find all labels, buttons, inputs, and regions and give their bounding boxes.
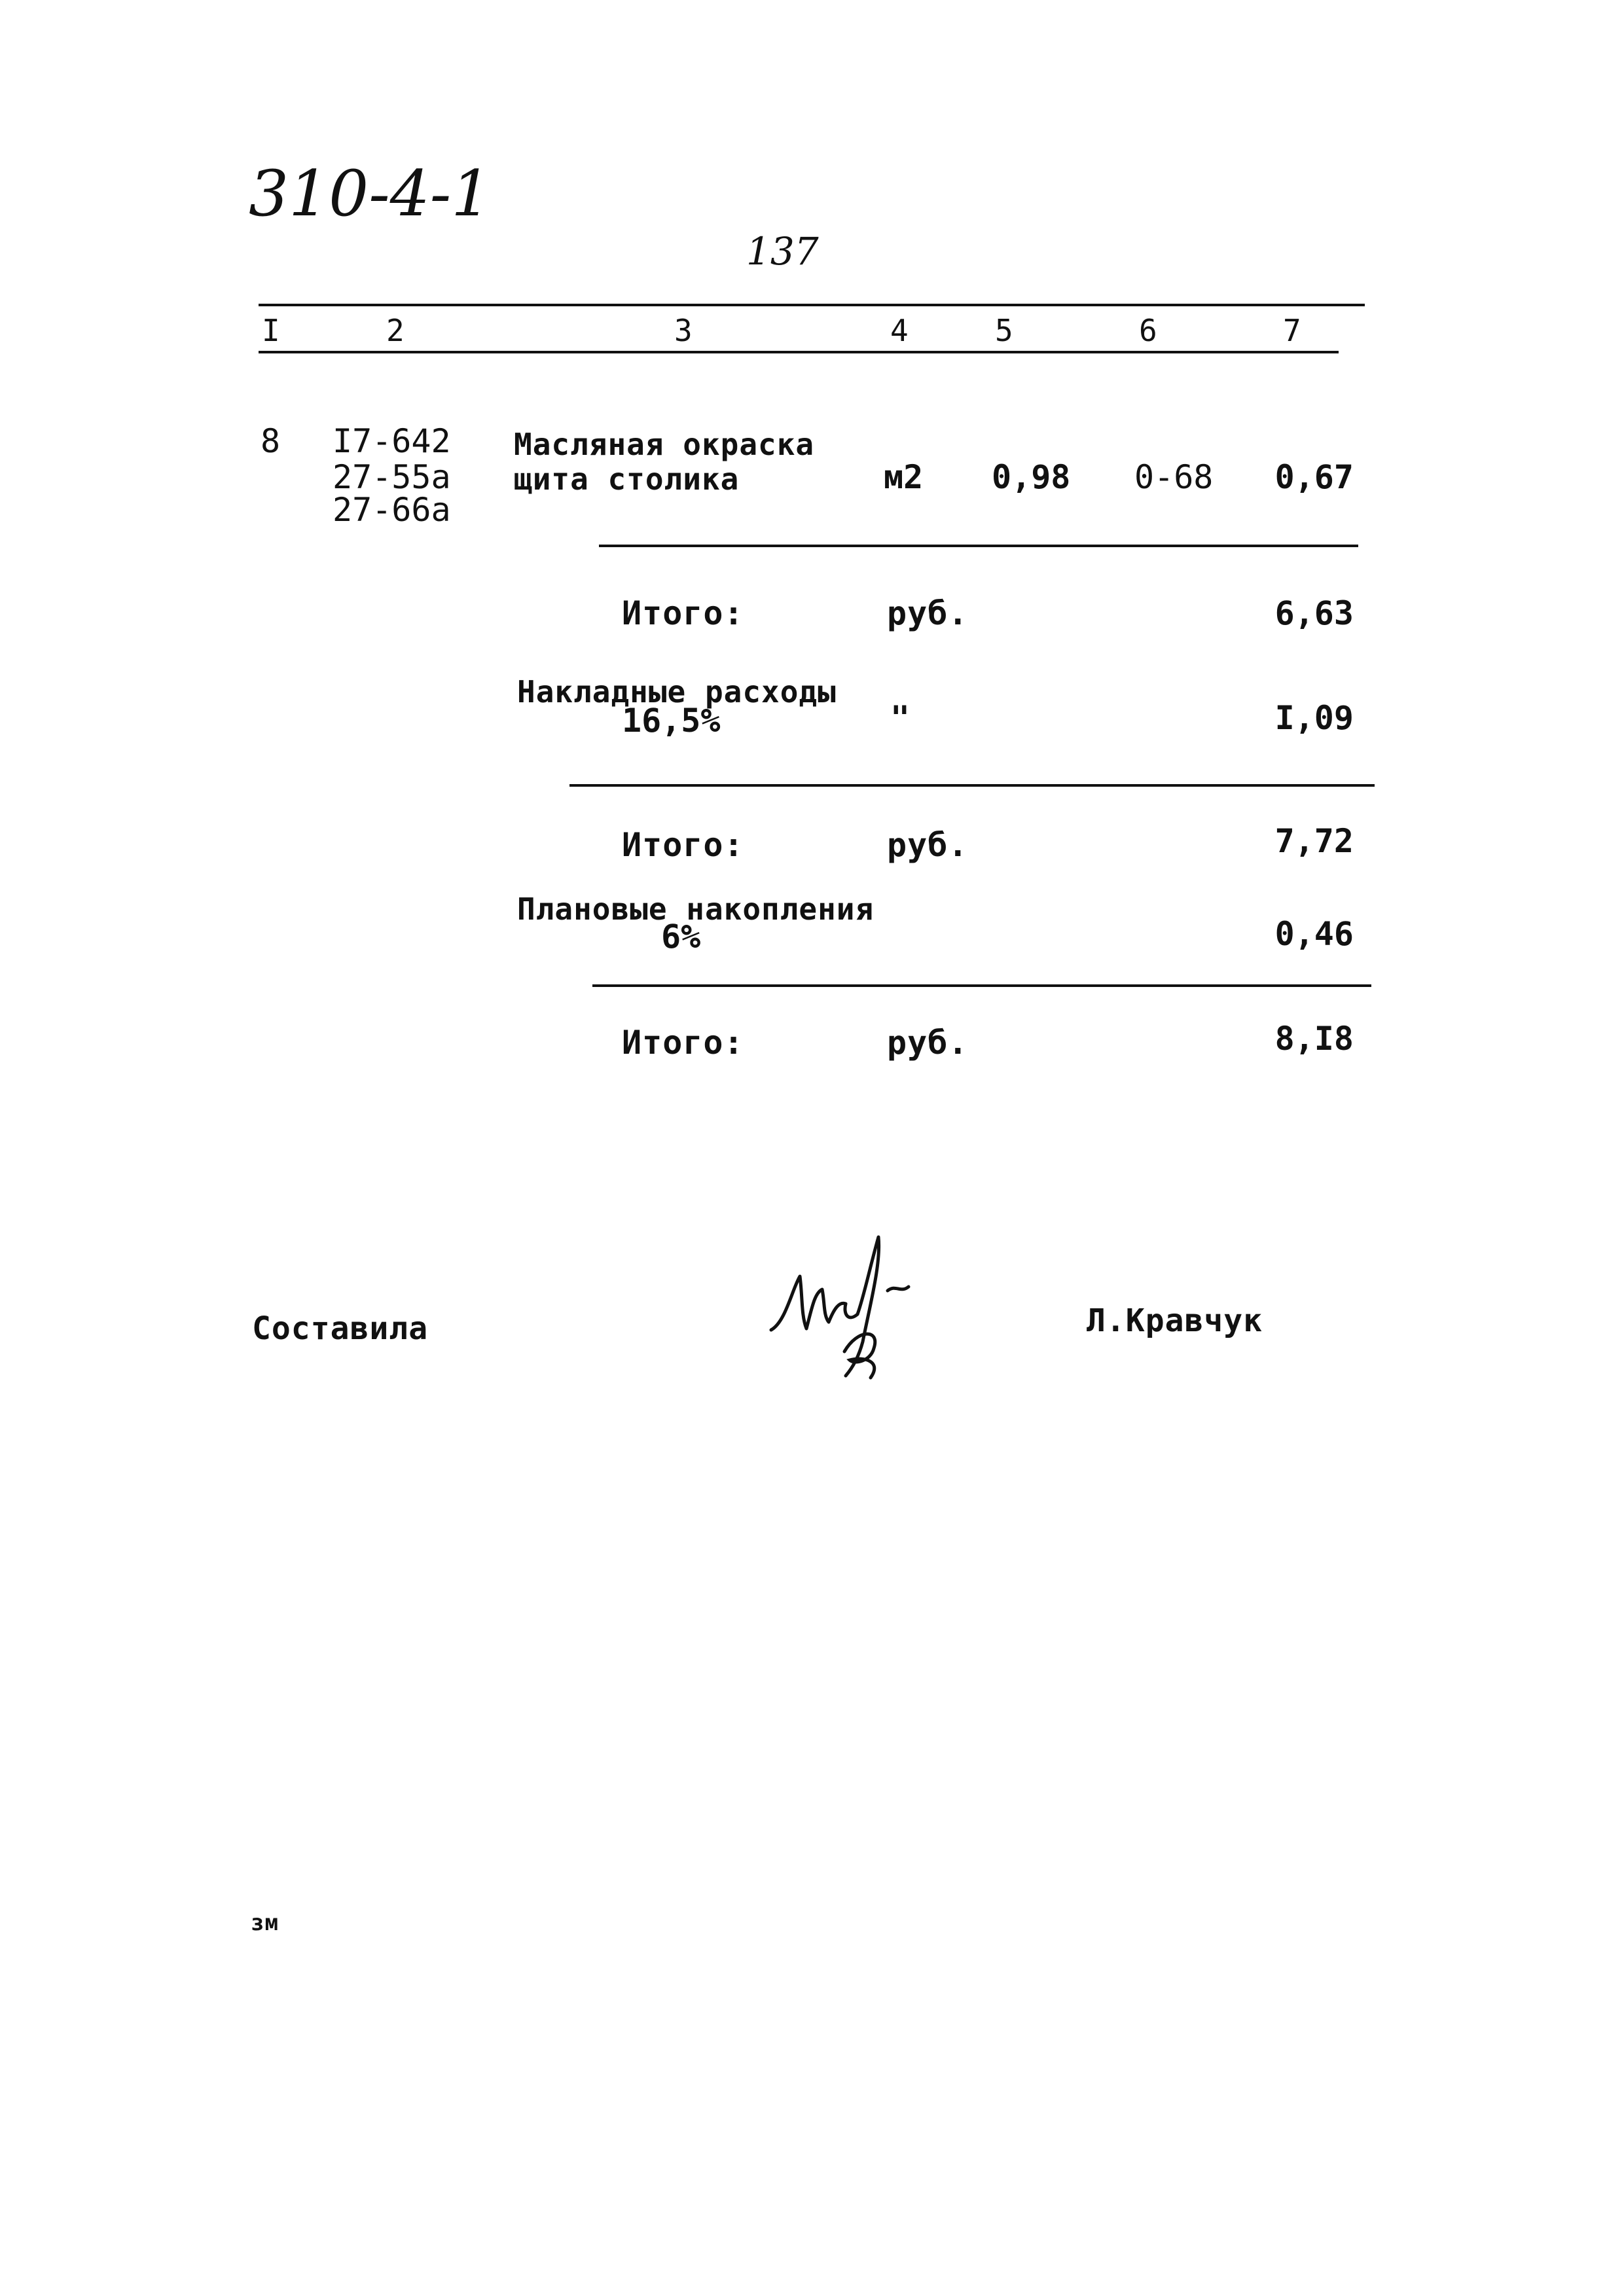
- document-code: 310-4-1: [249, 157, 492, 230]
- subtotal-2-value: 7,72: [1274, 822, 1354, 860]
- signature-icon: [766, 1230, 936, 1388]
- subtotal-1-value: 6,63: [1274, 594, 1354, 632]
- signer-name: Л.Кравчук: [1087, 1302, 1263, 1339]
- compiled-by-label: Составила: [252, 1310, 429, 1347]
- page-number: 137: [746, 229, 819, 274]
- item-unit-price: 0-68: [1134, 458, 1214, 496]
- item-description-line2: щита столика: [514, 461, 740, 497]
- subtotal-1-label: Итого:: [622, 594, 744, 632]
- item-number: 8: [261, 422, 281, 460]
- header-top-rule: [259, 304, 1365, 306]
- overhead-percent: 16,5%: [622, 702, 721, 740]
- subtotal-2-label: Итого:: [622, 826, 744, 864]
- col-header-7: 7: [1283, 313, 1301, 348]
- rule-1: [599, 545, 1358, 547]
- item-code-2: 27-55a: [333, 458, 451, 496]
- col-header-6: 6: [1139, 313, 1157, 348]
- col-header-3: 3: [674, 313, 693, 348]
- item-description-line1: Масляная окраска: [514, 427, 815, 462]
- planned-savings-percent: 6%: [661, 918, 701, 956]
- overhead-unit: ": [890, 699, 911, 737]
- rule-2: [569, 784, 1375, 787]
- grand-total-value: 8,I8: [1274, 1020, 1354, 1058]
- col-header-5: 5: [995, 313, 1013, 348]
- overhead-value: I,09: [1274, 699, 1354, 737]
- grand-total-unit: руб.: [887, 1024, 969, 1062]
- col-header-4: 4: [890, 313, 909, 348]
- corner-mark: зм: [251, 1910, 279, 1936]
- subtotal-2-unit: руб.: [887, 826, 969, 864]
- item-code-1: I7-642: [333, 422, 451, 460]
- overhead-label: Накладные расходы: [517, 674, 837, 709]
- header-bottom-rule: [259, 351, 1339, 353]
- item-quantity: 0,98: [992, 458, 1071, 496]
- rule-3: [592, 984, 1371, 987]
- item-unit: м2: [884, 458, 924, 496]
- grand-total-label: Итого:: [622, 1024, 744, 1062]
- item-total: 0,67: [1274, 458, 1354, 496]
- col-header-1: I: [262, 313, 280, 348]
- subtotal-1-unit: руб.: [887, 594, 969, 632]
- planned-savings-label: Плановые накопления: [517, 891, 875, 927]
- planned-savings-value: 0,46: [1274, 915, 1354, 953]
- item-code-3: 27-66a: [333, 491, 451, 529]
- col-header-2: 2: [386, 313, 405, 348]
